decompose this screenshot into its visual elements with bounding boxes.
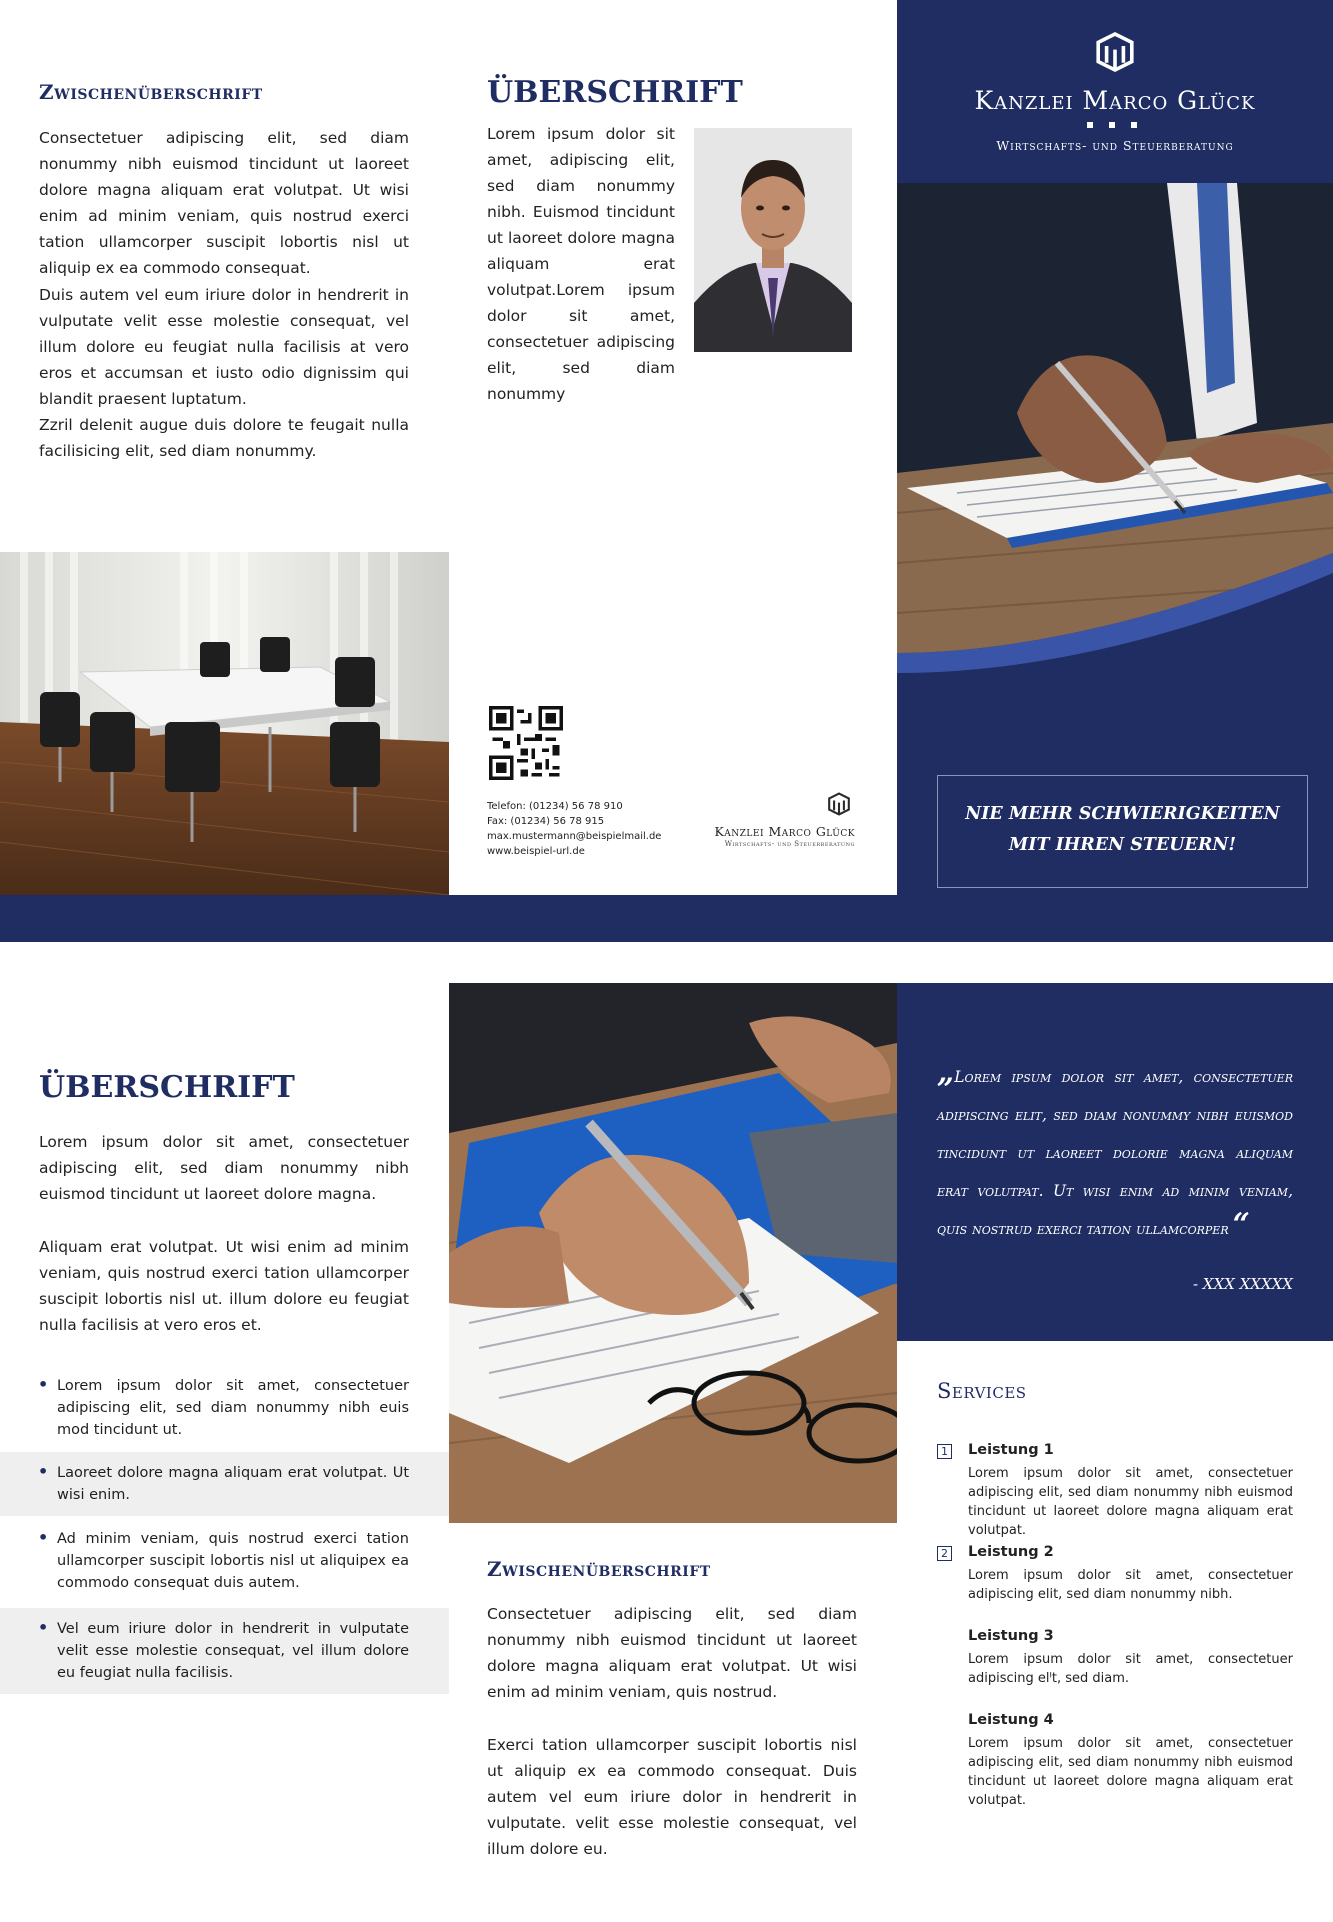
panel1-paragraph-1: Consectetuer adipiscing elit, sed diam nonummy nibh euismod tincidunt ut laoreet dolore magna aliquam erat volutpat. Ut wisi enim ad minim veniam, quis nostrud exerci tation ullamcorper suscipit lobortis nisl ut aliquip ex ea commodo consequat. bbox=[39, 129, 409, 277]
service-item bbox=[937, 1544, 1293, 1604]
quote-box bbox=[897, 983, 1333, 1341]
panel1-subheading: Zwischenüberschrift bbox=[39, 80, 263, 104]
inner-left-heading: ÜBERSCHRIFT bbox=[39, 1070, 295, 1105]
small-logo-name: Kanzlei Marco Glück bbox=[714, 824, 855, 839]
services-list bbox=[937, 1442, 1293, 1808]
inner-middle-subheading: Zwischenüberschrift bbox=[487, 1557, 711, 1581]
bullet-item: • Laoreet dolore magna aliquam erat volutpat. Ut wisi enim. bbox=[0, 1452, 449, 1516]
cover-dots bbox=[1087, 122, 1137, 128]
panel2-text: Lorem ipsum dolor sit amet, adipiscing elit, sed diam nonummy nibh. Euismod tincidunt ut laoreet dolore magna aliquam erat volutpat.Lorem ipsum dolor sit amet, consectetuer adipiscing elit, sed diam nonummy bbox=[487, 125, 675, 403]
inner-left-paragraph-2: Aliquam erat volutpat. Ut wisi enim ad minim veniam, quis nostrud exerci tation ullamcorper suscipit lobortis nisl ut. illum dolore eu feugiat nulla facilisis at vero eros et. bbox=[39, 1238, 409, 1334]
cover-tagline: Wirtschafts- und Steuerberatung bbox=[996, 138, 1234, 153]
contact-phone: Telefon: (01234) 56 78 910 bbox=[487, 801, 623, 812]
service-description: Lorem ipsum dolor sit amet, consectetuer adipiscing elit, sed diam nonummy nibh euismod tincidunt ut laoreet dolore magna aliquam erat volutpat. bbox=[968, 1466, 1293, 1538]
bullet-list bbox=[0, 1365, 449, 1700]
service-title: Leistung 2 bbox=[968, 1544, 1054, 1560]
bullet-item: • Lorem ipsum dolor sit amet, consectetuer adipiscing elit, sed diam nonummy nibh euis mod tincidunt ut. bbox=[0, 1365, 449, 1451]
qr-code bbox=[489, 706, 563, 780]
inner-middle-paragraph-2: Exerci tation ullamcorper suscipit lobortis nisl ut aliquip ex ea commodo consequat. Duis autem vel eum iriure dolor in hendrerit in vulputate. velit esse molestie consequat, vel illum dolore eu. bbox=[487, 1736, 857, 1858]
bullet-item: • Ad minim veniam, quis nostrud exerci tation ullamcorper suscipit lobortis nisl ut aliquipex ea commodo consequat duis autem. bbox=[0, 1518, 449, 1604]
contact-fax: Fax: (01234) 56 78 915 bbox=[487, 816, 605, 827]
slogan-line-1: NIE MEHR SCHWIERIGKEITEN bbox=[965, 804, 1280, 824]
cover-signing-photo bbox=[897, 183, 1333, 720]
inner-signing-photo bbox=[449, 983, 897, 1523]
service-item bbox=[937, 1712, 1293, 1810]
conference-room-photo bbox=[0, 552, 449, 895]
contact-block bbox=[487, 799, 667, 859]
logo-cube-icon bbox=[825, 790, 853, 818]
cover-logo-icon bbox=[1091, 28, 1139, 76]
quote-text bbox=[937, 1055, 1293, 1248]
service-title: Leistung 4 bbox=[968, 1712, 1054, 1728]
service-title: Leistung 1 bbox=[968, 1442, 1054, 1458]
service-description: Lorem ipsum dolor sit amet, consectetuer adipiscing elit, sed diam nonummy nibh euismod tincidunt ut laoreet dolore magna aliquam erat volutpat. bbox=[968, 1736, 1293, 1808]
quote-author: - XXX XXXXX bbox=[1192, 1275, 1293, 1293]
contact-website[interactable]: www.beispiel-url.de bbox=[487, 846, 585, 857]
panel1-paragraph-3: Zzril delenit augue duis dolore te feugait nulla facilisicing elit, sed diam nonummy. bbox=[39, 416, 409, 460]
slogan-line-2: MIT IHREN STEUERN! bbox=[1008, 835, 1237, 855]
quote-body: Lorem ipsum dolor sit amet, consectetuer adipiscing elit, sed diam nonummy nibh euismod tincidunt ut laoreet dolorie magna aliquam erat volutpat. Ut wisi enim ad minim veniam, quis nostrud exerci tation ullamcorper bbox=[937, 1068, 1293, 1238]
service-description: Lorem ipsum dolor sit amet, consectetuer adipiscing elᴵt, sed diam. bbox=[968, 1652, 1293, 1686]
small-logo-tagline: Wirtschafts- und Steuerberatung bbox=[724, 840, 855, 848]
panel2-heading: ÜBERSCHRIFT bbox=[487, 75, 743, 110]
contact-email[interactable]: max.mustermann@beispielmail.de bbox=[487, 831, 662, 842]
quote-close-mark: “ bbox=[1232, 1207, 1250, 1242]
service-description: Lorem ipsum dolor sit amet, consectetuer adipiscing elit, sed diam nonummy nibh. bbox=[968, 1568, 1293, 1602]
service-item bbox=[937, 1442, 1293, 1540]
top-sheet-band bbox=[0, 895, 1333, 942]
service-number: 2 bbox=[937, 1546, 952, 1561]
portrait-photo bbox=[694, 128, 852, 352]
quote-open-mark: „ bbox=[937, 1055, 955, 1090]
service-item bbox=[937, 1628, 1293, 1688]
service-number: 1 bbox=[937, 1444, 952, 1459]
inner-left-paragraph-1: Lorem ipsum dolor sit amet, consectetuer adipiscing elit, sed diam nonummy nibh euismod tincidunt ut laoreet dolore magna. bbox=[39, 1133, 409, 1203]
slogan-box bbox=[937, 775, 1308, 888]
panel1-paragraph-2: Duis autem vel eum iriure dolor in hendrerit in vulputate velit esse molestie consequat, vel illum dolore eu feugiat nulla facilisis at vero eros et accumsan et iusto odio dignissim qui blandit praesent luptatum. bbox=[39, 286, 409, 408]
cover-firm-name: Kanzlei Marco Glück bbox=[974, 86, 1256, 115]
service-title: Leistung 3 bbox=[968, 1628, 1054, 1644]
bullet-item: • Vel eum iriure dolor in hendrerit in vulputate velit esse molestie consequat, vel illum dolore eu feugiat nulla facilisis. bbox=[0, 1608, 449, 1694]
inner-middle-paragraph-1: Consectetuer adipiscing elit, sed diam nonummy nibh euismod tincidunt ut laoreet dolore magna aliquam erat volutpat. Ut wisi enim ad minim veniam, quis nostrud. bbox=[487, 1605, 857, 1701]
small-logo bbox=[700, 790, 855, 850]
services-heading: Services bbox=[937, 1379, 1027, 1403]
